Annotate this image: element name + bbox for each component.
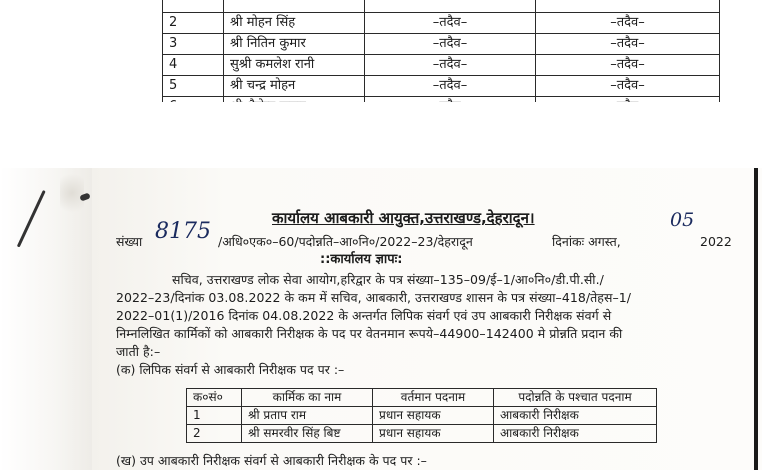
name-cell: श्री मोहन सिंह [224, 13, 365, 34]
name-cell: श्री नितिन कुमार [224, 34, 365, 55]
promoted-post-cell: आबकारी निरीक्षक [494, 407, 657, 425]
handwritten-date-day: 05 [670, 209, 695, 231]
table-row [163, 13, 720, 34]
name-cell: सुश्री कमलेश रानी [224, 55, 365, 76]
handwritten-reference-number: 8175 [155, 219, 211, 244]
paragraph-line: 2022–01(1)/2016 दिनांक 04.08.2022 के अन्तर्गत लिपिक संवर्ग एवं उप आबकारी निरीक्षक संवर्ग से [116, 308, 612, 323]
section-heading-a: (क) लिपिक संवर्ग से आबकारी निरीक्षक पद पर :– [116, 362, 345, 377]
section-heading-b: (ख) उप आबकारी निरीक्षक संवर्ग से आबकारी निरीक्षक के पद पर :– [116, 453, 427, 468]
date-year: 2022 [700, 234, 732, 249]
post-cell [365, 0, 536, 13]
post-cell: –तदैव– [365, 34, 536, 55]
current-post-cell: प्रधान सहायक [373, 425, 494, 443]
scan-smudge [60, 168, 84, 218]
scan-margin [762, 168, 780, 470]
previous-page-fragment [0, 0, 780, 102]
post-cell: –तदैव– [536, 34, 720, 55]
table-row [163, 76, 720, 97]
column-header: पदोन्नति के पश्चात पदनाम [494, 389, 657, 407]
post-cell: –तदैव– [365, 76, 536, 97]
post-cell [536, 0, 720, 13]
paragraph-line: 2022–23/दिनांक 03.08.2022 के कम में सचिव, आबकारी, उत्तराखण्ड शासन के पत्र संख्या–418/तेहस–1/ [116, 290, 632, 305]
table-header-row [187, 389, 657, 407]
page-gap [0, 102, 780, 168]
column-header: क०सं० [187, 389, 242, 407]
previous-list-table [162, 0, 720, 118]
name-cell: श्री चन्द्र मोहन [224, 76, 365, 97]
paragraph-line: जाती है:– [116, 344, 161, 359]
paragraph-line: निम्नलिखित कार्मिकों को आबकारी निरीक्षक के पद पर वेतनमान रूपये–44900–142400 मे प्रोन्नति प्रदान की [116, 326, 623, 341]
promoted-post-cell: आबकारी निरीक्षक [494, 425, 657, 443]
serial-cell: 4 [163, 55, 224, 76]
post-cell: –तदैव– [536, 55, 720, 76]
page-edge [754, 168, 758, 470]
post-cell: –तदैव– [365, 55, 536, 76]
serial-cell [163, 0, 224, 13]
column-header: कार्मिक का नाम [242, 389, 373, 407]
serial-cell: 5 [163, 76, 224, 97]
office-title: कार्यालय आबकारी आयुक्त,उत्तराखण्ड,देहरादून। [272, 209, 535, 227]
table-row [163, 0, 720, 13]
serial-cell: 3 [163, 34, 224, 55]
table-row [163, 34, 720, 55]
post-cell: –तदैव– [536, 76, 720, 97]
serial-cell: 2 [187, 425, 242, 443]
current-post-cell: प्रधान सहायक [373, 407, 494, 425]
paragraph-line: सचिव, उत्तराखण्ड लोक सेवा आयोग,हरिद्वार के पत्र संख्या–135–09/ई–1/आ०नि०/डी.पी.सी./ [172, 272, 604, 287]
reference-code: /अधि०एक०–60/पदोन्नति–आ०नि०/2022–23/देहरादून [218, 234, 473, 249]
post-cell: –तदैव– [536, 13, 720, 34]
name-cell: श्री प्रताप राम [242, 407, 373, 425]
date-label: दिनांकः अगस्त, [552, 234, 621, 249]
table-row [187, 425, 657, 443]
serial-cell: 1 [187, 407, 242, 425]
promotion-table [186, 388, 657, 443]
reference-label: संख्या [116, 234, 143, 249]
serial-cell: 2 [163, 13, 224, 34]
column-header: वर्तमान पदनाम [373, 389, 494, 407]
post-cell: –तदैव– [365, 13, 536, 34]
table-row [187, 407, 657, 425]
name-cell: श्री समरवीर सिंह बिष्ट [242, 425, 373, 443]
table-row [163, 55, 720, 76]
name-cell [224, 0, 365, 13]
memo-title: ::कार्यालय ज्ञापः: [320, 252, 403, 267]
